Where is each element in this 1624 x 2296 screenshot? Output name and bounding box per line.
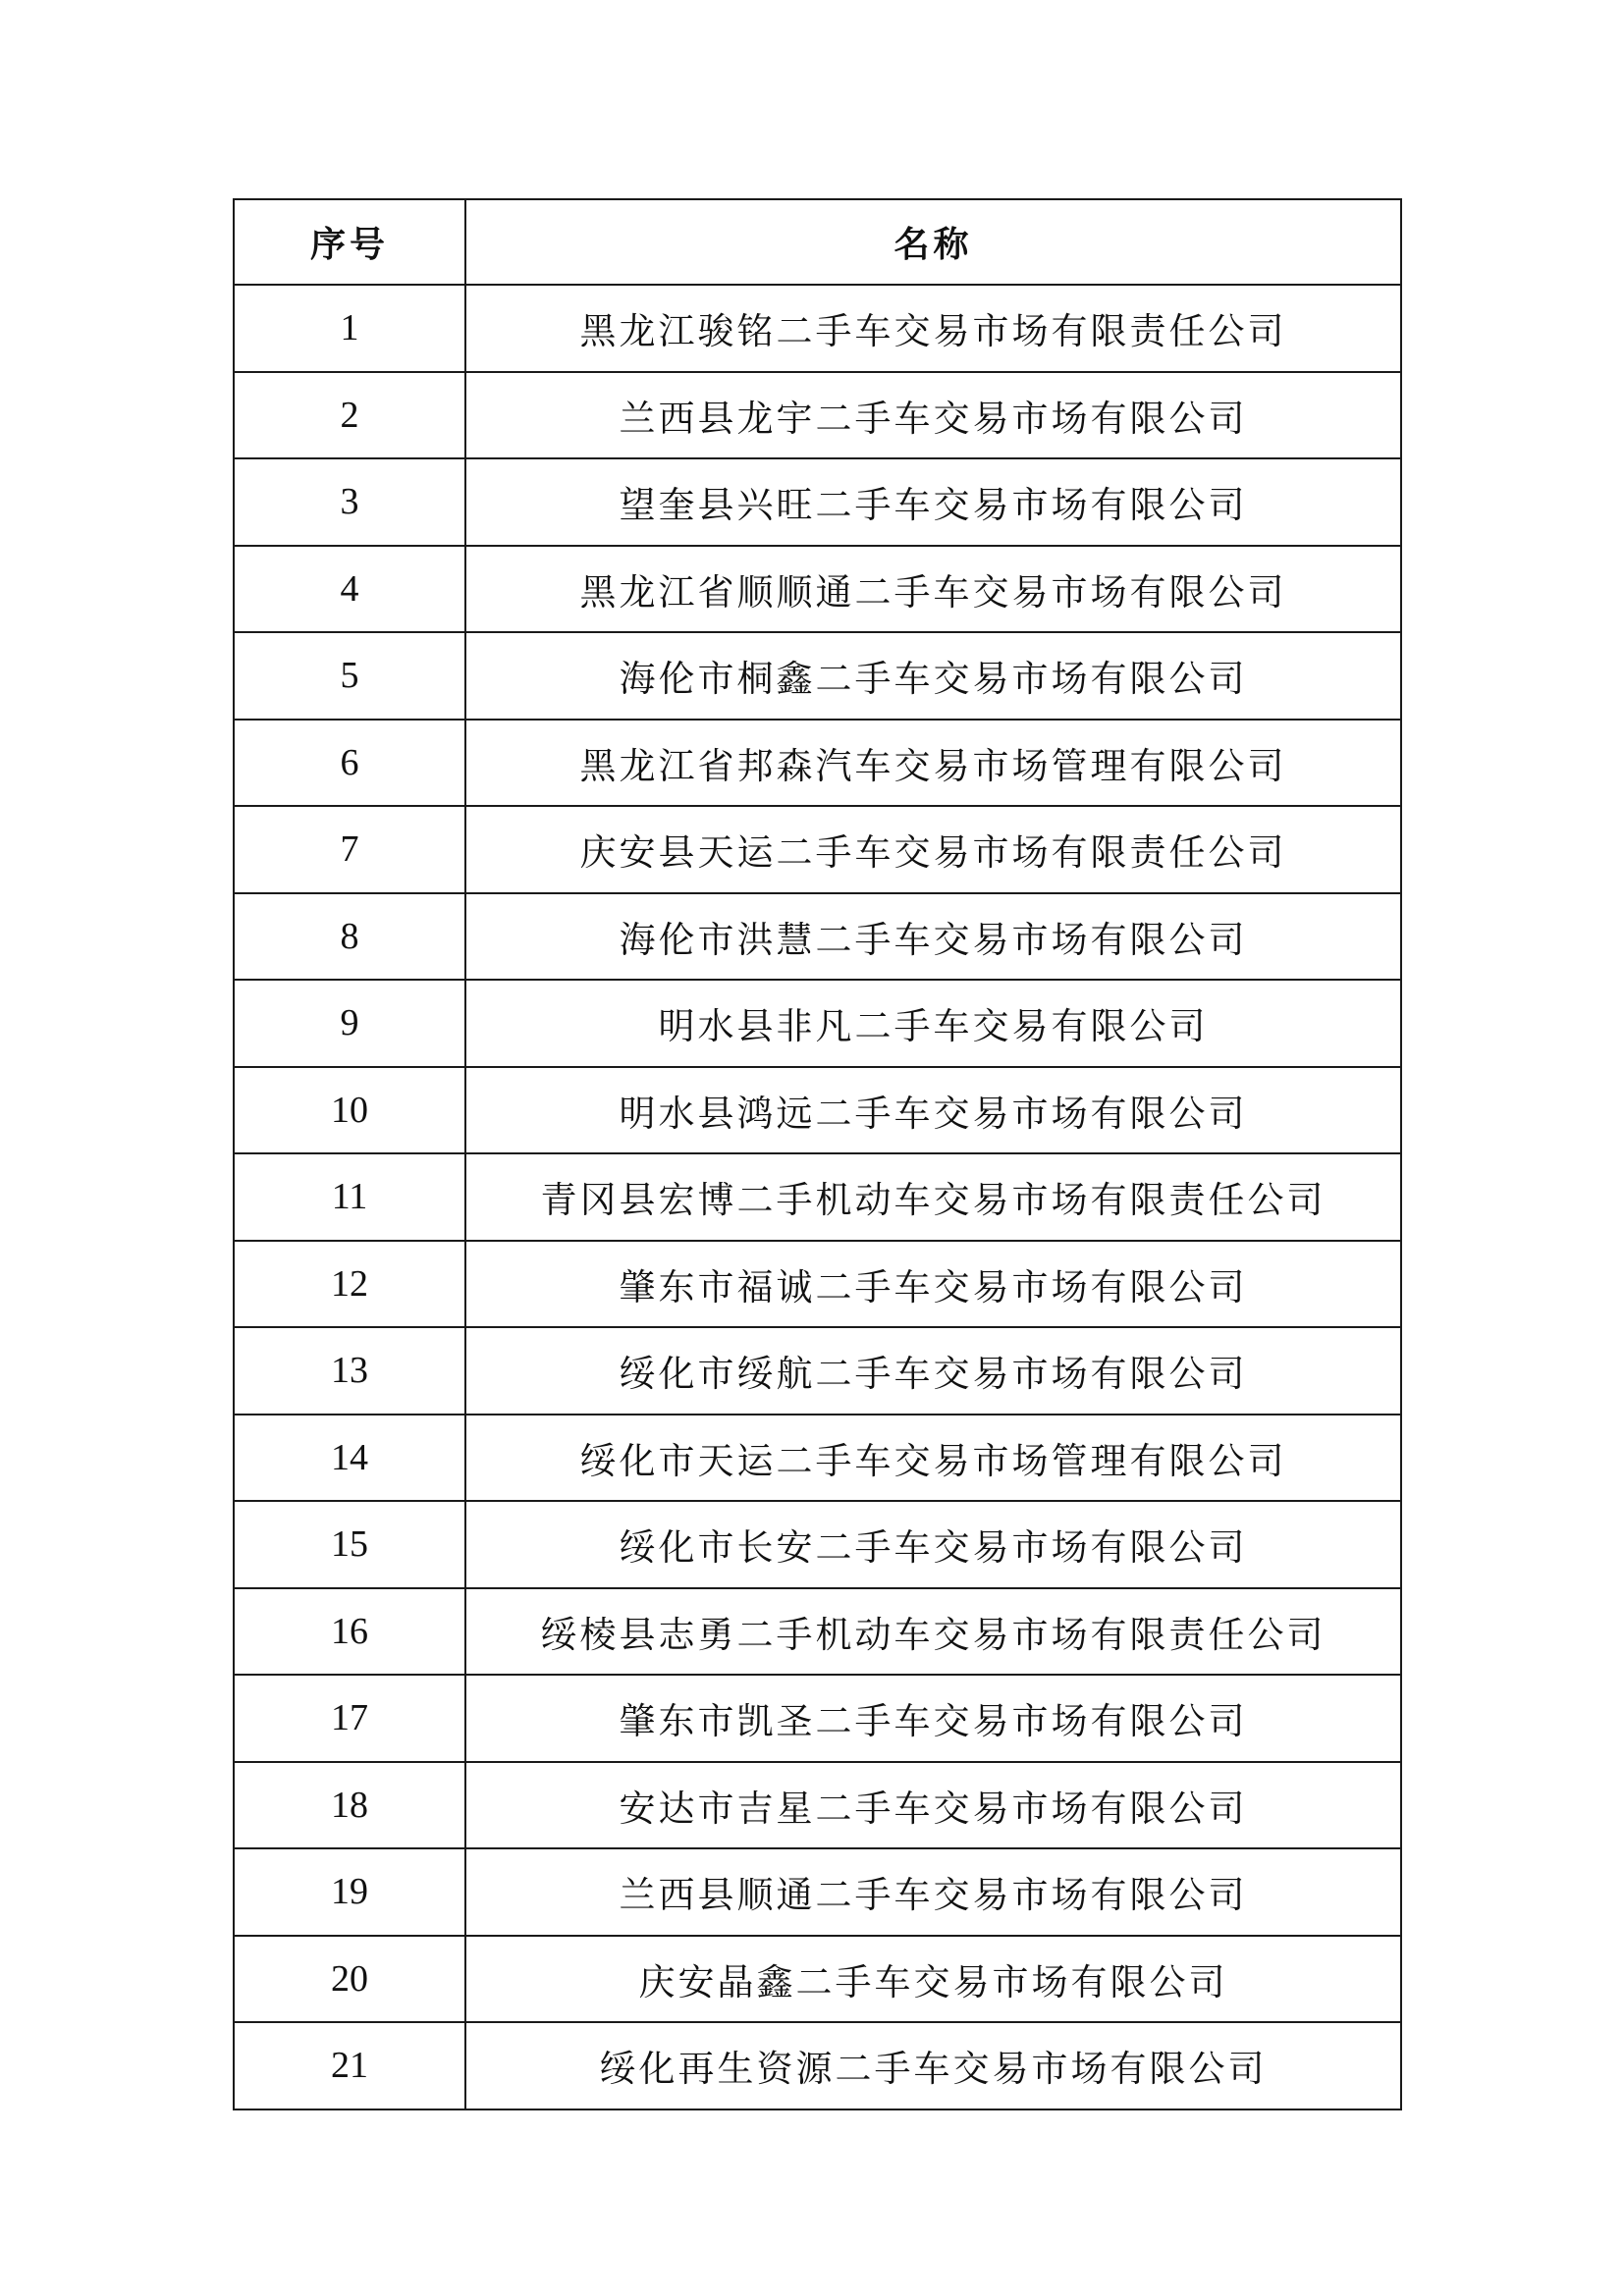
table-row: [234, 1067, 1401, 1154]
row-index-cell: 17: [234, 1675, 465, 1762]
row-name-cell: 明水县鸿远二手车交易市场有限公司: [465, 1067, 1401, 1154]
table-row: [234, 2022, 1401, 2109]
row-index-cell: 16: [234, 1588, 465, 1676]
row-index-cell: 15: [234, 1501, 465, 1588]
table-row: [234, 806, 1401, 893]
row-index-cell: 7: [234, 806, 465, 893]
header-name: 名称: [465, 199, 1401, 285]
row-index-cell: 2: [234, 372, 465, 459]
table-row: [234, 1936, 1401, 2023]
table-row: [234, 893, 1401, 981]
row-name-cell: 黑龙江省邦森汽车交易市场管理有限公司: [465, 720, 1401, 807]
row-index-cell: 18: [234, 1762, 465, 1849]
table-row: [234, 1675, 1401, 1762]
row-index-cell: 3: [234, 458, 465, 546]
row-name-cell: 海伦市桐鑫二手车交易市场有限公司: [465, 632, 1401, 720]
table-row: [234, 980, 1401, 1067]
row-name-cell: 海伦市洪慧二手车交易市场有限公司: [465, 893, 1401, 981]
row-index-cell: 1: [234, 285, 465, 372]
table-row: [234, 1241, 1401, 1328]
row-index-cell: 10: [234, 1067, 465, 1154]
row-name-cell: 安达市吉星二手车交易市场有限公司: [465, 1762, 1401, 1849]
row-index-cell: 12: [234, 1241, 465, 1328]
row-name-cell: 兰西县顺通二手车交易市场有限公司: [465, 1848, 1401, 1936]
row-name-cell: 庆安县天运二手车交易市场有限责任公司: [465, 806, 1401, 893]
table-row: [234, 1501, 1401, 1588]
row-name-cell: 黑龙江省顺顺通二手车交易市场有限公司: [465, 546, 1401, 633]
table-row: [234, 1762, 1401, 1849]
row-index-cell: 19: [234, 1848, 465, 1936]
row-index-cell: 6: [234, 720, 465, 807]
row-name-cell: 绥化市长安二手车交易市场有限公司: [465, 1501, 1401, 1588]
row-name-cell: 青冈县宏博二手机动车交易市场有限责任公司: [465, 1153, 1401, 1241]
row-index-cell: 21: [234, 2022, 465, 2109]
row-index-cell: 11: [234, 1153, 465, 1241]
row-index-cell: 5: [234, 632, 465, 720]
row-name-cell: 明水县非凡二手车交易有限公司: [465, 980, 1401, 1067]
row-name-cell: 肇东市凯圣二手车交易市场有限公司: [465, 1675, 1401, 1762]
table-row: [234, 1327, 1401, 1415]
row-index-cell: 8: [234, 893, 465, 981]
row-name-cell: 黑龙江骏铭二手车交易市场有限责任公司: [465, 285, 1401, 372]
table-header-row: [234, 199, 1401, 285]
table-row: [234, 1415, 1401, 1502]
row-index-cell: 14: [234, 1415, 465, 1502]
row-index-cell: 13: [234, 1327, 465, 1415]
row-name-cell: 绥化市绥航二手车交易市场有限公司: [465, 1327, 1401, 1415]
table-row: [234, 285, 1401, 372]
row-name-cell: 绥化市天运二手车交易市场管理有限公司: [465, 1415, 1401, 1502]
row-name-cell: 庆安晶鑫二手车交易市场有限公司: [465, 1936, 1401, 2023]
row-index-cell: 20: [234, 1936, 465, 2023]
table-row: [234, 1153, 1401, 1241]
row-index-cell: 4: [234, 546, 465, 633]
table-row: [234, 546, 1401, 633]
row-name-cell: 兰西县龙宇二手车交易市场有限公司: [465, 372, 1401, 459]
header-index: 序号: [234, 199, 465, 285]
company-list-table: [233, 198, 1402, 2110]
table-body: [234, 285, 1401, 2109]
row-index-cell: 9: [234, 980, 465, 1067]
table-row: [234, 632, 1401, 720]
table-row: [234, 720, 1401, 807]
row-name-cell: 望奎县兴旺二手车交易市场有限公司: [465, 458, 1401, 546]
table-row: [234, 458, 1401, 546]
table-row: [234, 1588, 1401, 1676]
row-name-cell: 肇东市福诚二手车交易市场有限公司: [465, 1241, 1401, 1328]
table-row: [234, 372, 1401, 459]
row-name-cell: 绥棱县志勇二手机动车交易市场有限责任公司: [465, 1588, 1401, 1676]
table-row: [234, 1848, 1401, 1936]
row-name-cell: 绥化再生资源二手车交易市场有限公司: [465, 2022, 1401, 2109]
